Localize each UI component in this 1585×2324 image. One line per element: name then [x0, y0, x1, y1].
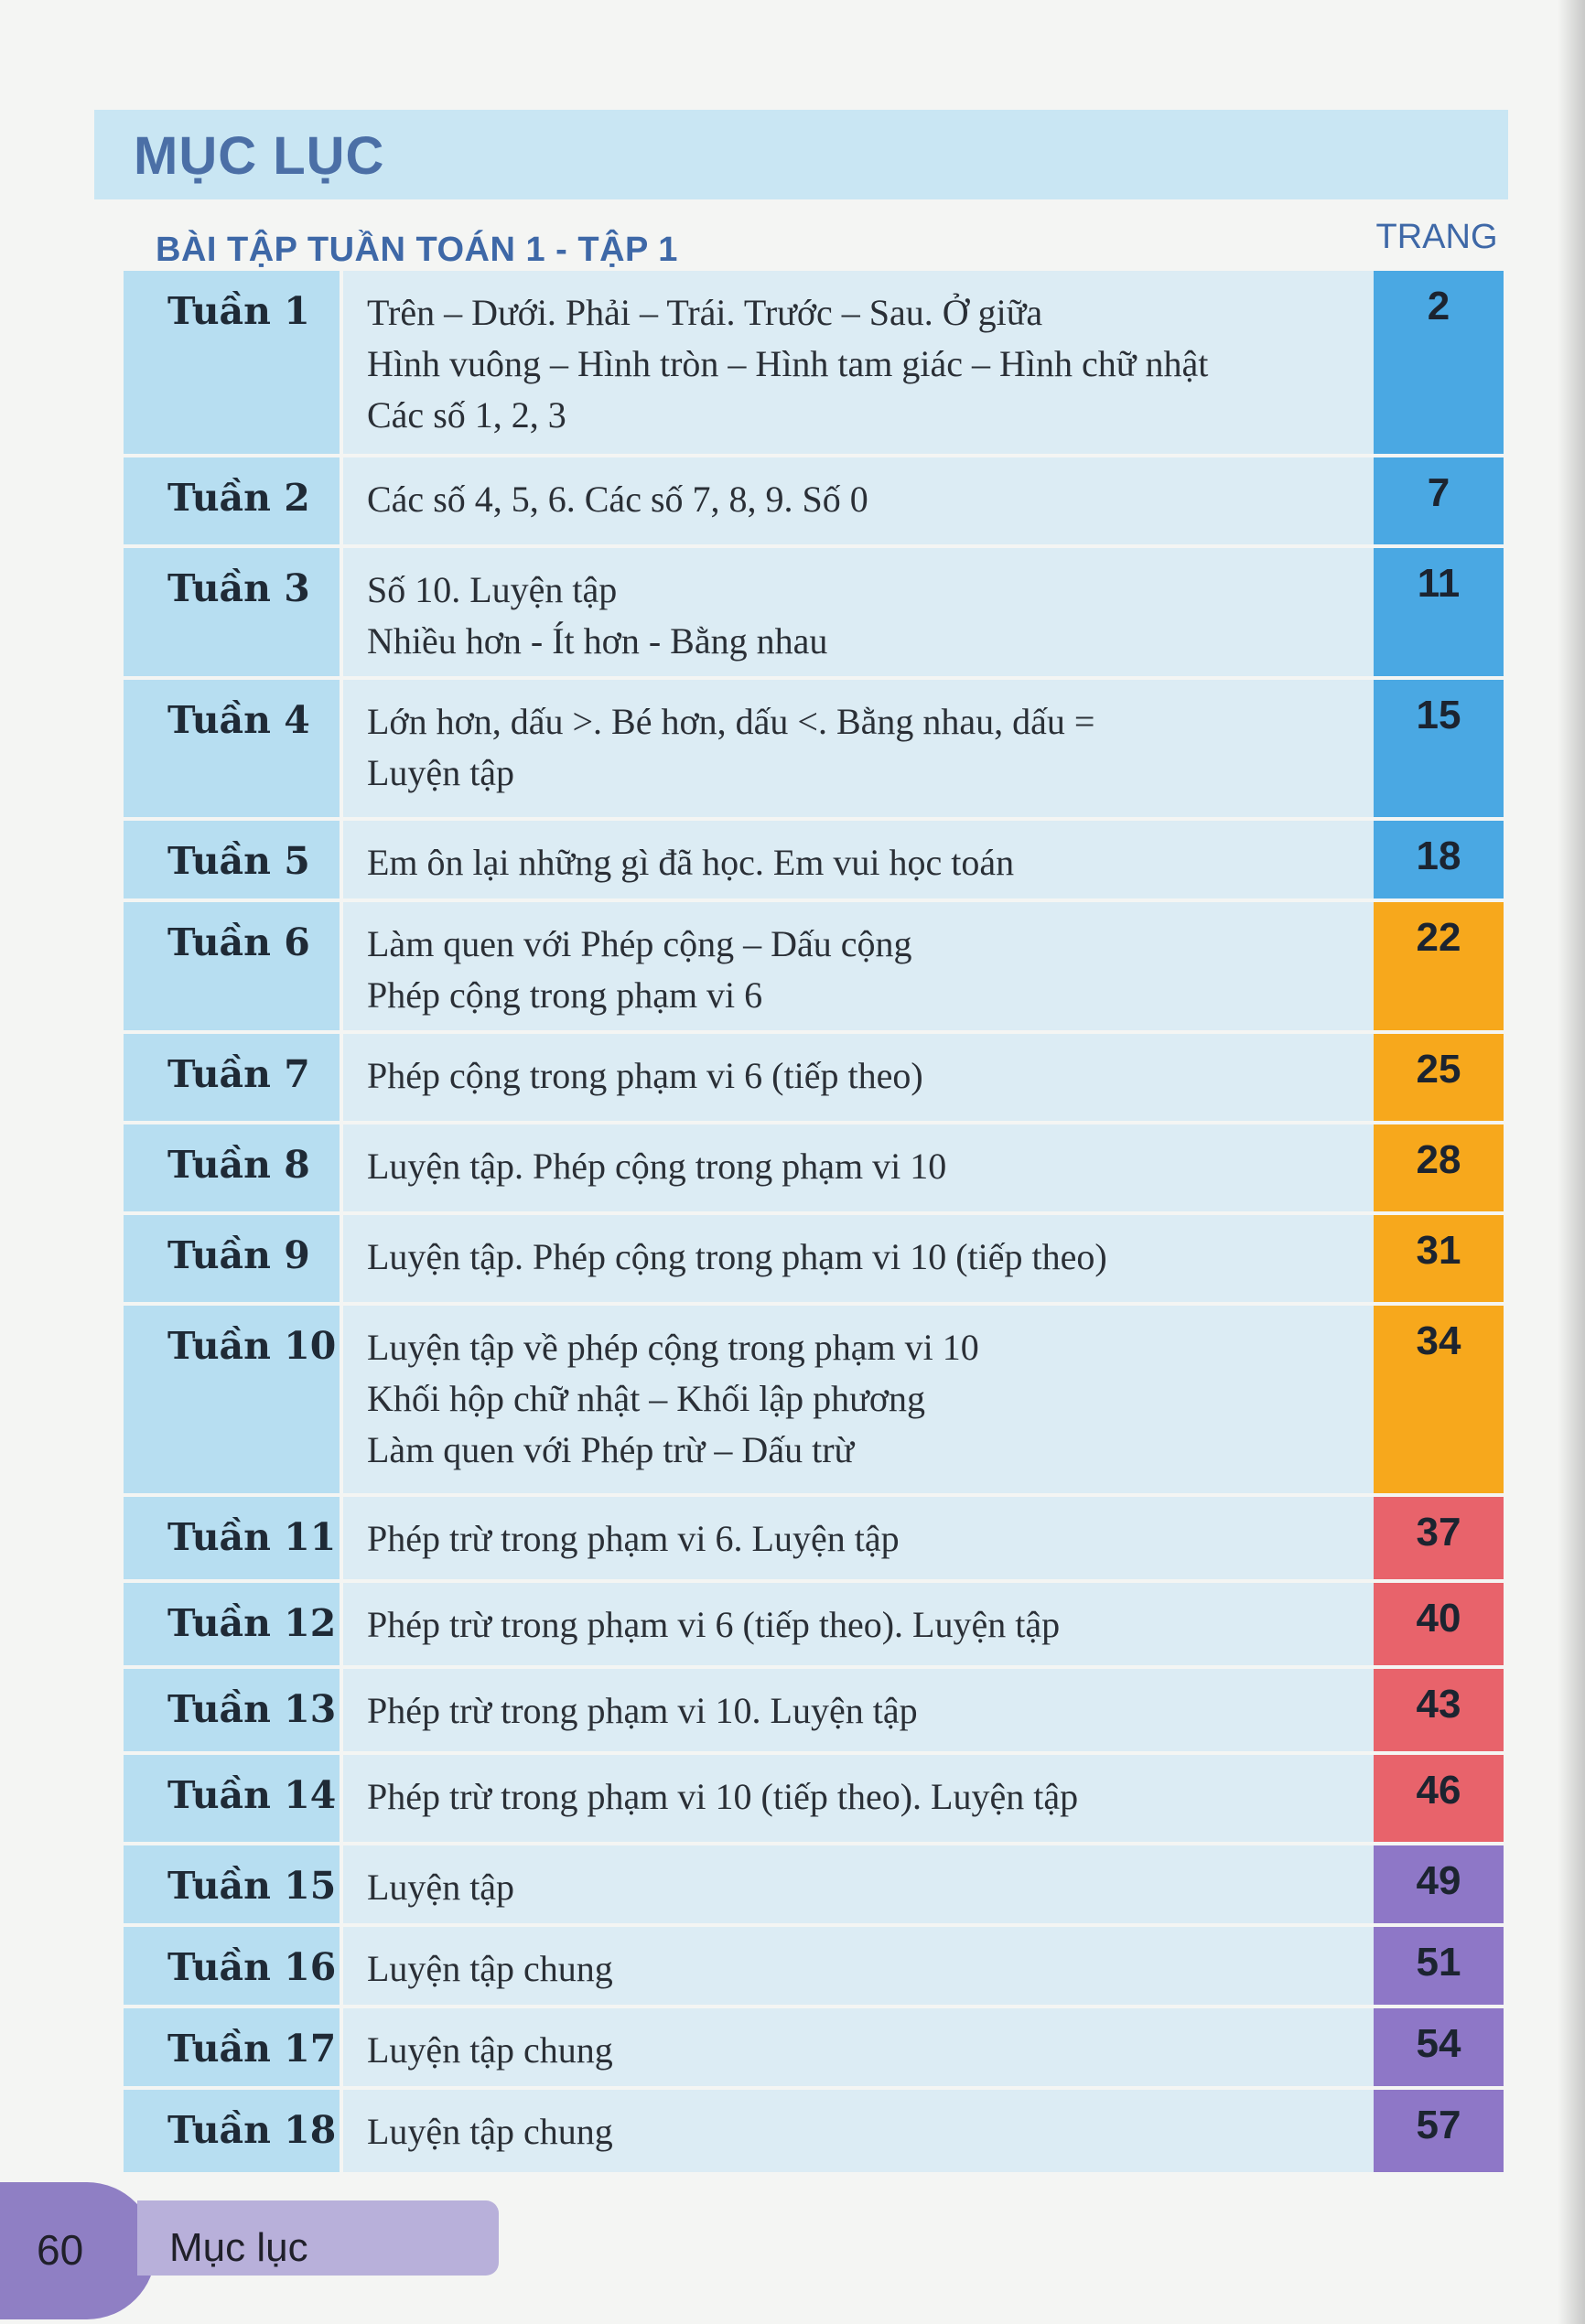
- topic-line: Các số 1, 2, 3: [367, 394, 566, 436]
- toc-row: [124, 1215, 1504, 1306]
- topic-line: Trên – Dưới. Phải – Trái. Trước – Sau. Ở giữa: [367, 292, 1043, 333]
- topic-cell: [343, 1034, 1374, 1121]
- topic-cell: [343, 1755, 1374, 1842]
- topic-line: Số 10. Luyện tập: [367, 569, 618, 610]
- week-label: Tuần 6: [124, 902, 343, 1030]
- topic-line: Khối hộp chữ nhật – Khối lập phương: [367, 1378, 925, 1419]
- title-band: [94, 110, 1508, 199]
- toc-row: [124, 1034, 1504, 1124]
- toc-row: [124, 1583, 1504, 1669]
- topic-line: Em ôn lại những gì đã học. Em vui học toán: [367, 842, 1015, 883]
- week-label: Tuần 18: [124, 2090, 343, 2172]
- week-label: Tuần 16: [124, 1927, 343, 2005]
- topic-cell: [343, 1124, 1374, 1211]
- toc-row: [124, 2090, 1504, 2176]
- book-subtitle: BÀI TẬP TUẦN TOÁN 1 - TẬP 1: [156, 231, 678, 269]
- topic-line: Phép trừ trong phạm vi 10 (tiếp theo). Luyện tập: [367, 1776, 1079, 1817]
- topic-line: Làm quen với Phép cộng – Dấu cộng: [367, 923, 912, 964]
- topic-line: Luyện tập: [367, 1867, 515, 1908]
- week-label: Tuần 9: [124, 1215, 343, 1302]
- topic-cell: [343, 1845, 1374, 1923]
- topic-cell: [343, 821, 1374, 898]
- topic-line: Làm quen với Phép trừ – Dấu trừ: [367, 1429, 855, 1470]
- toc-row: [124, 1497, 1504, 1583]
- page-number-cell: 51: [1374, 1927, 1504, 2005]
- toc-row: [124, 271, 1504, 457]
- topic-line: Luyện tập. Phép cộng trong phạm vi 10: [367, 1146, 947, 1187]
- page-number-cell: 49: [1374, 1845, 1504, 1923]
- week-label: Tuần 3: [124, 548, 343, 676]
- topic-line: Phép trừ trong phạm vi 6 (tiếp theo). Luyện tập: [367, 1604, 1061, 1645]
- week-label: Tuần 13: [124, 1669, 343, 1751]
- topic-cell: [343, 1306, 1374, 1493]
- toc-row: [124, 680, 1504, 821]
- toc-row: [124, 1669, 1504, 1755]
- page-number-cell: 54: [1374, 2008, 1504, 2086]
- topic-cell: [343, 2008, 1374, 2086]
- toc-row: [124, 457, 1504, 548]
- topic-line: Luyện tập về phép cộng trong phạm vi 10: [367, 1327, 979, 1368]
- toc-row: [124, 548, 1504, 680]
- toc-row: [124, 821, 1504, 902]
- page-number-cell: 11: [1374, 548, 1504, 676]
- toc-row: [124, 1755, 1504, 1845]
- page-number-cell: 7: [1374, 457, 1504, 544]
- topic-cell: [343, 680, 1374, 817]
- topic-line: Luyện tập chung: [367, 1948, 613, 1989]
- topic-line: Nhiều hơn - Ít hơn - Bằng nhau: [367, 620, 828, 662]
- page-number-cell: 28: [1374, 1124, 1504, 1211]
- week-label: Tuần 11: [124, 1497, 343, 1579]
- topic-line: Lớn hơn, dấu >. Bé hơn, dấu <. Bằng nhau, dấu =: [367, 701, 1095, 742]
- page-number-cell: 43: [1374, 1669, 1504, 1751]
- page-number-cell: 46: [1374, 1755, 1504, 1842]
- topic-line: Luyện tập chung: [367, 2029, 613, 2071]
- footer-page-number: 60: [37, 2226, 84, 2274]
- toc-row: [124, 902, 1504, 1034]
- page-number-cell: 40: [1374, 1583, 1504, 1665]
- topic-line: Phép trừ trong phạm vi 10. Luyện tập: [367, 1690, 918, 1731]
- week-label: Tuần 10: [124, 1306, 343, 1493]
- page-column-label: TRANG: [1375, 218, 1498, 256]
- page-number-cell: 22: [1374, 902, 1504, 1030]
- week-label: Tuần 5: [124, 821, 343, 898]
- topic-line: Phép cộng trong phạm vi 6: [367, 974, 763, 1016]
- page-number-cell: 34: [1374, 1306, 1504, 1493]
- topic-cell: [343, 1927, 1374, 2005]
- topic-cell: [343, 1497, 1374, 1579]
- week-label: Tuần 2: [124, 457, 343, 544]
- page-number-cell: 18: [1374, 821, 1504, 898]
- week-label: Tuần 15: [124, 1845, 343, 1923]
- week-label: Tuần 17: [124, 2008, 343, 2086]
- topic-cell: [343, 902, 1374, 1030]
- topic-cell: [343, 1215, 1374, 1302]
- topic-line: Phép cộng trong phạm vi 6 (tiếp theo): [367, 1055, 923, 1096]
- topic-line: Luyện tập: [367, 752, 515, 793]
- toc-row: [124, 1124, 1504, 1215]
- page-number-cell: 15: [1374, 680, 1504, 817]
- week-label: Tuần 14: [124, 1755, 343, 1842]
- topic-line: Hình vuông – Hình tròn – Hình tam giác – Hình chữ nhật: [367, 343, 1209, 384]
- week-label: Tuần 12: [124, 1583, 343, 1665]
- toc-row: [124, 1927, 1504, 2008]
- week-label: Tuần 7: [124, 1034, 343, 1121]
- page-number-cell: 2: [1374, 271, 1504, 454]
- page-number-cell: 37: [1374, 1497, 1504, 1579]
- topic-cell: [343, 548, 1374, 676]
- footer-section-label: Mục lục: [169, 2225, 308, 2270]
- toc-row: [124, 1306, 1504, 1497]
- topic-cell: [343, 1669, 1374, 1751]
- page-number-cell: 31: [1374, 1215, 1504, 1302]
- toc-row: [124, 2008, 1504, 2090]
- topic-cell: [343, 1583, 1374, 1665]
- topic-line: Phép trừ trong phạm vi 6. Luyện tập: [367, 1518, 900, 1559]
- toc-table: [124, 271, 1504, 2176]
- topic-line: Luyện tập chung: [367, 2111, 613, 2152]
- toc-row: [124, 1845, 1504, 1927]
- topic-line: Luyện tập. Phép cộng trong phạm vi 10 (tiếp theo): [367, 1236, 1107, 1277]
- topic-cell: [343, 457, 1374, 544]
- page-title: MỤC LỤC: [134, 126, 385, 186]
- week-label: Tuần 4: [124, 680, 343, 817]
- week-label: Tuần 1: [124, 271, 343, 454]
- page-number-cell: 57: [1374, 2090, 1504, 2172]
- page-edge-shadow: [1558, 0, 1585, 2324]
- topic-line: Các số 4, 5, 6. Các số 7, 8, 9. Số 0: [367, 479, 868, 520]
- topic-cell: [343, 2090, 1374, 2172]
- topic-cell: [343, 271, 1374, 454]
- page-number-cell: 25: [1374, 1034, 1504, 1121]
- week-label: Tuần 8: [124, 1124, 343, 1211]
